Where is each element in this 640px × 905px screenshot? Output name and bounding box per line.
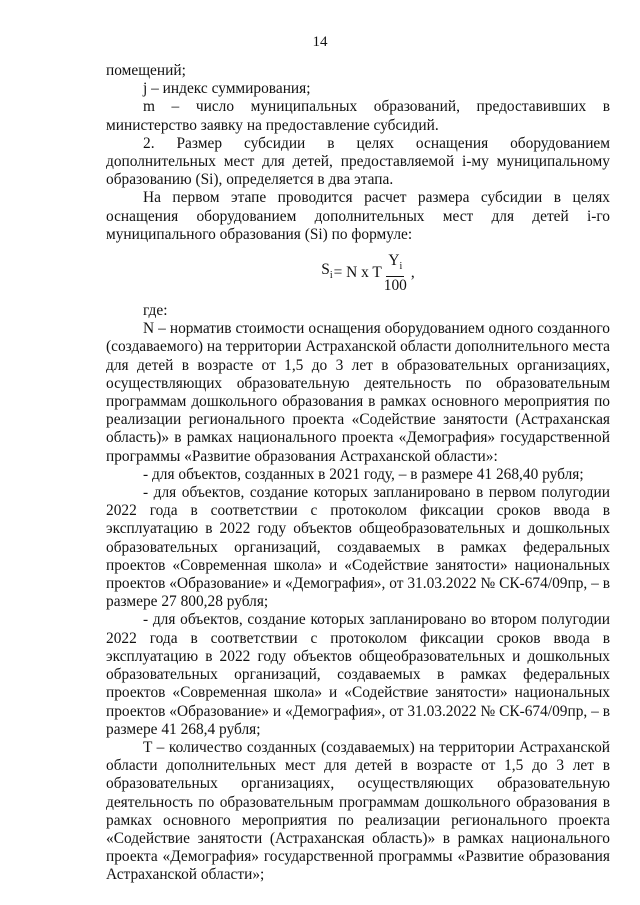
text-block-a bbox=[106, 62, 610, 244]
formula-numerator: $Y_i$ bbox=[386, 252, 404, 276]
paragraph: N – норматив стоимости оснащения оборудованием одного созданного (создаваемого) на территории Астраханской области дополнительного места для детей в возрасте от 1,5 до 3 лет в образовательных организациях, осуществляющих образовательную деятельность по образовательным программам дошкольного образования в рамках основного мероприятия по реализации регионального проекта «Содействие занятости (Астраханская область)» в рамках национального проекта «Демография» государственной программы «Развитие образования Астраханской области»: bbox=[106, 320, 610, 465]
formula-lhs: $S_i$ bbox=[321, 260, 333, 281]
paragraph: - для объектов, созданных в 2021 году, – в размере 41 268,40 рубля; bbox=[143, 465, 584, 483]
formula-fraction bbox=[384, 252, 407, 293]
formula-denominator: 100 bbox=[383, 276, 407, 294]
paragraph: На первом этапе проводится расчет размера субсидии в целях оснащения оборудованием дополнительных мест для детей i-го муниципального образования (Si) по формуле: bbox=[106, 189, 610, 243]
document-body bbox=[106, 62, 610, 885]
paragraph: T – количество созданных (создаваемых) на территории Астраханской области дополнительных мест для детей в возрасте от 1,5 до 3 лет в образовательных организациях, осуществляющих образовательную деятельность по образовательным программам дошкольного образования в рамках основного мероприятия по реализации регионального проекта «Содействие занятости (Астраханская область)» в рамках национального проекта «Демография» государственной программы «Развитие образования Астраханской области»; bbox=[106, 738, 610, 884]
paragraph: m – число муниципальных образований, предоставивших в министерство заявку на предоставление субсидий. bbox=[106, 98, 610, 134]
paragraph: - для объектов, создание которых запланировано во втором полугодии 2022 года в соответствии с протоколом фиксации сроков ввода в эксплуатацию в 2022 году объектов общеобразовательных и дошкольных образовательных организаций, создаваемых в рамках федеральных проектов «Современная школа» и «Содействие занятости» национальных проектов «Образование» и «Демография», от 31.03.2022 № СК-674/09пр, – в размере 41 268,4 рубля; bbox=[106, 611, 610, 738]
subsidy-formula bbox=[126, 244, 610, 302]
paragraph: 2. Размер субсидии в целях оснащения оборудованием дополнительных мест для детей, предоставляемой i-му муниципальному образованию (Si), определяется в два этапа. bbox=[106, 134, 610, 189]
paragraph: - для объектов, создание которых запланировано в первом полугодии 2022 года в соответствии с протоколом фиксации сроков ввода в эксплуатацию в 2022 году объектов общеобразовательных и дошкольных образовательных организаций, создаваемых в рамках федеральных проектов «Современная школа» и «Содействие занятости» национальных проектов «Образование» и «Демография», от 31.03.2022 № СК-674/09пр, – в размере 27 800,28 рубля; bbox=[106, 484, 610, 611]
formula-tail: , bbox=[410, 263, 415, 281]
paragraph: j – индекс суммирования; bbox=[143, 80, 311, 98]
text-block-b bbox=[106, 302, 610, 885]
paragraph: где: bbox=[143, 302, 168, 320]
formula-middle: = N x T bbox=[333, 263, 382, 281]
paragraph: помещений; bbox=[106, 62, 186, 79]
page-number: 14 bbox=[312, 34, 328, 50]
